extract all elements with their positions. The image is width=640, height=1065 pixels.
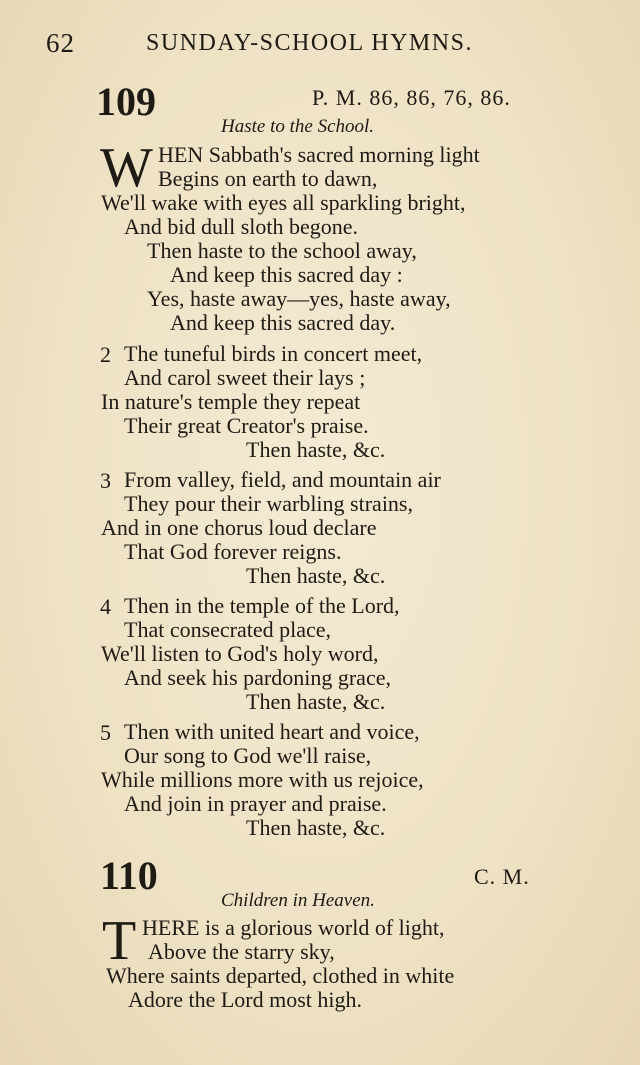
verse-line: And in one chorus loud declare: [101, 515, 377, 540]
verse-line: The tuneful birds in concert meet,: [124, 341, 423, 366]
stanza-number: 5: [100, 720, 111, 745]
verse-line: That consecrated place,: [124, 617, 332, 642]
verse-line: Our song to God we'll raise,: [124, 743, 372, 768]
verse-line: From valley, field, and mountain air: [124, 467, 441, 492]
verse-line: And keep this sacred day.: [170, 310, 396, 335]
verse-line: And seek his pardoning grace,: [124, 665, 391, 690]
verse-line: Then haste, &c.: [246, 437, 386, 462]
verse-line: We'll wake with eyes all sparkling bright,: [101, 190, 466, 215]
verse-line: Their great Creator's praise.: [124, 413, 369, 438]
verse-line: And keep this sacred day :: [170, 262, 403, 287]
hymn-number-110: 110: [100, 853, 158, 898]
hymn-number-109: 109: [96, 79, 156, 124]
running-title: SUNDAY-SCHOOL HYMNS.: [146, 30, 473, 56]
verse-line: Above the starry sky,: [148, 939, 335, 964]
verse-line: And carol sweet their lays ;: [124, 365, 366, 390]
verse-line: That God forever reigns.: [124, 539, 342, 564]
verse-line: Begins on earth to dawn,: [158, 166, 378, 191]
verse-line: Then haste to the school away,: [147, 238, 417, 263]
verse-line: Then haste, &c.: [246, 815, 386, 840]
verse-line: Yes, haste away—yes, haste away,: [147, 286, 451, 311]
verse-line: In nature's temple they repeat: [101, 389, 361, 414]
hymn-110-dropcap: T: [102, 910, 137, 972]
hymn-110-title: Children in Heaven.: [221, 890, 375, 911]
verse-line: And bid dull sloth begone.: [124, 214, 359, 239]
verse-line: While millions more with us rejoice,: [101, 767, 424, 792]
verse-line: Then haste, &c.: [246, 689, 386, 714]
verse-line: They pour their warbling strains,: [124, 491, 413, 516]
verse-line: Adore the Lord most high.: [128, 987, 363, 1012]
verse-line: And join in prayer and praise.: [124, 791, 387, 816]
verse-line: Then haste, &c.: [246, 563, 386, 588]
hymn-109-dropcap: W: [100, 137, 153, 199]
verse-line: HERE is a glorious world of light,: [142, 915, 445, 940]
verse-line: Where saints departed, clothed in white: [106, 963, 455, 988]
verse-line: We'll listen to God's holy word,: [101, 641, 379, 666]
page-number: 62: [46, 28, 75, 58]
stanza-number: 2: [100, 342, 111, 367]
hymn-110-meter: C. M.: [474, 864, 530, 889]
hymn-109-meter: P. M. 86, 86, 76, 86.: [312, 85, 511, 110]
verse-line: Then with united heart and voice,: [124, 719, 420, 744]
hymn-109-title: Haste to the School.: [221, 116, 375, 137]
stanza-number: 3: [100, 468, 111, 493]
verse-line: HEN Sabbath's sacred morning light: [158, 142, 480, 167]
verse-line: Then in the temple of the Lord,: [124, 593, 400, 618]
stanza-number: 4: [100, 594, 111, 619]
